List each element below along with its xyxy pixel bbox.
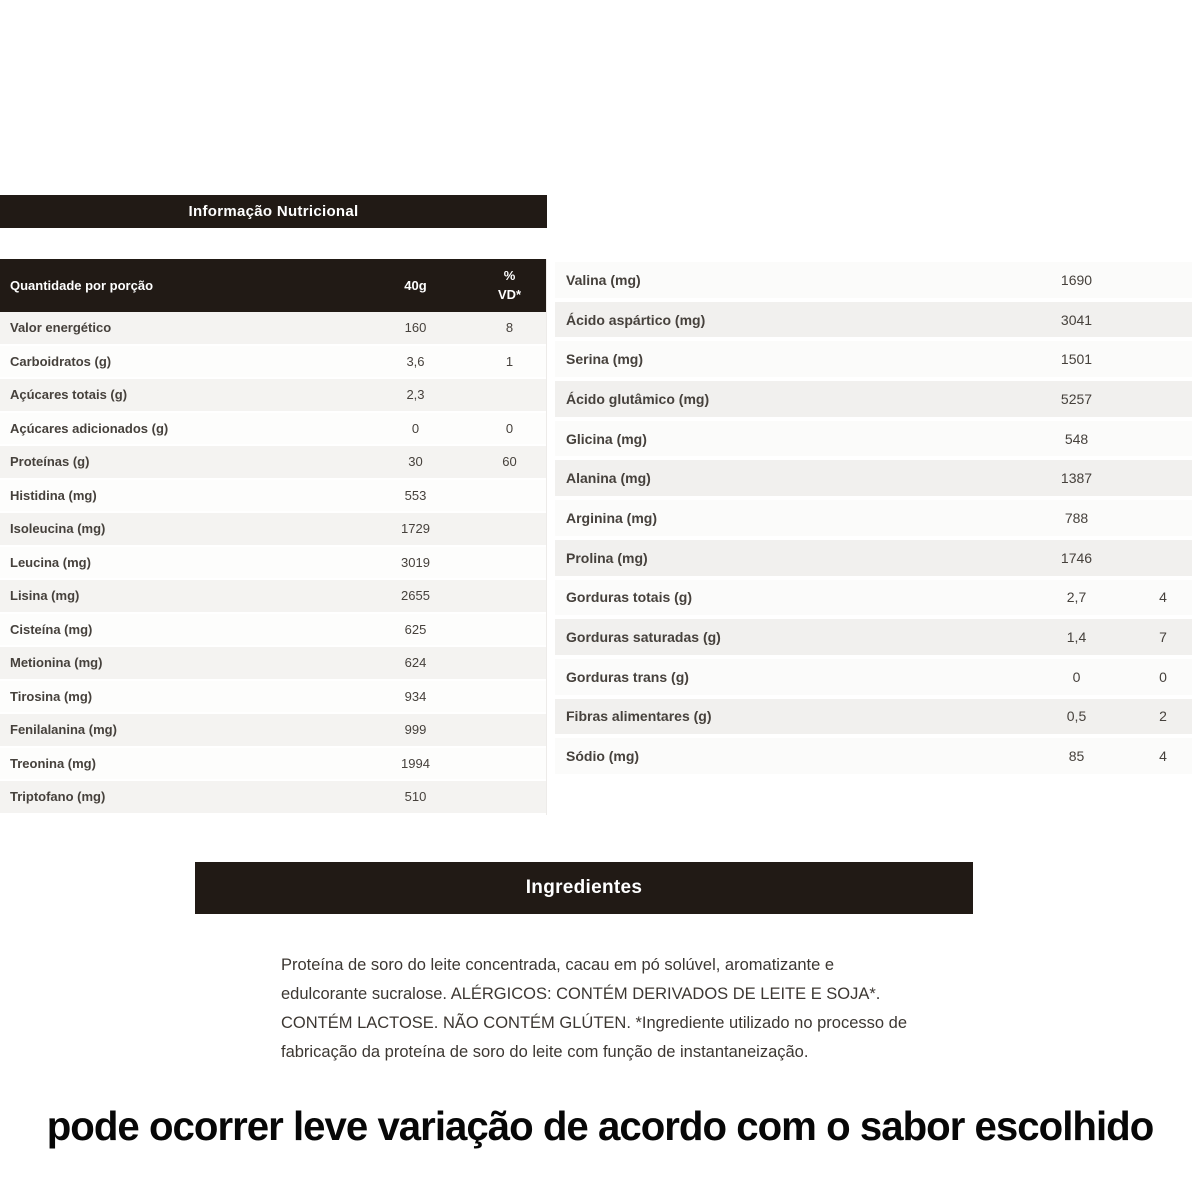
nutrient-amount: 2,7: [1066, 589, 1087, 606]
header-quantity-label: Quantidade por porção: [10, 278, 154, 293]
table-row: [555, 540, 1192, 580]
table-row: [0, 312, 546, 346]
nutrient-amount: 625: [404, 621, 427, 637]
nutrient-daily-value-percent: 7: [1159, 629, 1167, 646]
nutrient-daily-value-percent: 0: [1159, 668, 1167, 685]
nutrient-amount: 0: [411, 420, 420, 436]
nutrient-label: Gorduras saturadas (g): [566, 629, 721, 646]
nutrient-label: Açúcares adicionados (g): [10, 420, 169, 436]
table-row: [0, 748, 546, 782]
table-row: [0, 513, 546, 547]
table-row: [555, 699, 1192, 739]
table-row: [0, 714, 546, 748]
nutrient-amount: 1501: [1060, 351, 1093, 368]
nutrient-label: Carboidratos (g): [10, 353, 112, 369]
nutrient-label: Histidina (mg): [10, 487, 97, 503]
table-row: [0, 413, 546, 447]
nutrient-amount: 0,5: [1066, 708, 1087, 725]
nutrient-label: Isoleucina (mg): [10, 521, 106, 537]
nutrient-amount: 934: [404, 688, 427, 704]
table-row: [0, 614, 546, 648]
nutrient-label: Leucina (mg): [10, 554, 91, 570]
nutrition-table-header: [0, 259, 546, 312]
table-row: [0, 781, 546, 815]
nutrient-label: Triptofano (mg): [10, 789, 106, 805]
nutrient-amount: 1746: [1060, 549, 1093, 566]
nutrient-label: Ácido aspártico (mg): [566, 311, 706, 328]
table-row: [555, 302, 1192, 342]
nutrient-label: Fenilalanina (mg): [10, 722, 117, 738]
table-row: [555, 659, 1192, 699]
table-row: [555, 262, 1192, 302]
nutrient-amount: 1994: [401, 755, 430, 771]
nutrient-label: Glicina (mg): [566, 430, 647, 447]
header-dv-abbreviation: VD*: [497, 286, 522, 302]
nutrient-label: Lisina (mg): [10, 588, 80, 604]
nutrient-amount: 624: [404, 655, 427, 671]
nutrient-label: Prolina (mg): [566, 549, 648, 566]
nutrient-amount: 2655: [401, 588, 430, 604]
nutrient-amount: 1,4: [1066, 629, 1087, 646]
nutrient-amount: 0: [1072, 668, 1081, 685]
nutrition-title: Informação Nutricional: [188, 203, 359, 220]
nutrient-amount: 548: [1064, 430, 1089, 447]
nutrient-amount: 1690: [1060, 271, 1093, 288]
nutrient-label: Gorduras trans (g): [566, 668, 689, 685]
nutrient-amount: 553: [404, 487, 427, 503]
nutrient-amount: 2,3: [406, 387, 425, 403]
nutrition-title-bar: [0, 195, 547, 228]
ingredients-title: Ingredientes: [525, 877, 643, 898]
table-row: [555, 500, 1192, 540]
table-row: [0, 446, 546, 480]
table-row: [0, 681, 546, 715]
table-row: [555, 460, 1192, 500]
nutrient-amount: 3019: [401, 554, 430, 570]
table-row: [555, 738, 1192, 778]
nutrient-amount: 788: [1064, 509, 1089, 526]
nutrition-table-right: [555, 262, 1192, 778]
nutrient-amount: 160: [404, 320, 427, 336]
nutrient-daily-value-percent: 0: [505, 420, 514, 436]
table-row: [0, 580, 546, 614]
nutrient-label: Sódio (mg): [566, 748, 640, 765]
nutrition-table-left: [0, 259, 547, 815]
nutrient-amount: 3,6: [406, 353, 425, 369]
nutrient-label: Tirosina (mg): [10, 688, 93, 704]
nutrient-label: Ácido glutâmico (mg): [566, 390, 710, 407]
nutrient-amount: 3041: [1060, 311, 1093, 328]
table-row: [0, 647, 546, 681]
nutrient-amount: 510: [404, 789, 427, 805]
nutrient-amount: 85: [1068, 748, 1085, 765]
table-row: [555, 580, 1192, 620]
nutrient-label: Proteínas (g): [10, 454, 90, 470]
nutrient-label: Valina (mg): [566, 271, 641, 288]
nutrient-label: Serina (mg): [566, 351, 644, 368]
nutrient-amount: 1729: [401, 521, 430, 537]
nutrient-label: Valor energético: [10, 320, 112, 336]
table-row: [555, 421, 1192, 461]
nutrient-amount: 999: [404, 722, 427, 738]
table-row: [0, 379, 546, 413]
header-daily-value: [473, 267, 546, 305]
nutrient-label: Treonina (mg): [10, 755, 96, 771]
nutrient-amount: 5257: [1060, 390, 1093, 407]
nutrient-daily-value-percent: 4: [1159, 589, 1167, 606]
table-row: [0, 480, 546, 514]
nutrient-daily-value-percent: 60: [502, 454, 517, 470]
nutrient-label: Metionina (mg): [10, 655, 103, 671]
ingredients-paragraph: Proteína de soro do leite concentrada, cacau em pó solúvel, aromatizante e edulcorante sucralose. ALÉRGICOS: CONTÉM DERIVADOS DE LEITE E SOJA*. CONTÉM LACTOSE. NÃO CONTÉM GLÚTEN. *Ingrediente utilizado no processo de fabricação da proteína de soro do leite com função de instantaneização.: [281, 956, 908, 1061]
nutrient-amount: 1387: [1060, 470, 1093, 487]
table-row: [555, 619, 1192, 659]
ingredients-title-bar: [195, 862, 973, 914]
nutrient-label: Gorduras totais (g): [566, 589, 693, 606]
flavor-variation-note: pode ocorrer leve variação de acordo com o sabor escolhido: [46, 1103, 1154, 1149]
nutrient-daily-value-percent: 8: [505, 320, 514, 336]
nutrient-label: Cisteína (mg): [10, 621, 93, 637]
nutrient-daily-value-percent: 4: [1159, 748, 1167, 765]
table-row: [555, 381, 1192, 421]
nutrient-label: Açúcares totais (g): [10, 387, 128, 403]
nutrition-table-right-body: [555, 262, 1192, 778]
nutrient-daily-value-percent: 2: [1159, 708, 1167, 725]
nutrition-table-left-body: [0, 312, 546, 815]
table-row: [0, 346, 546, 380]
nutrient-label: Arginina (mg): [566, 509, 657, 526]
nutrient-amount: 30: [408, 454, 423, 470]
nutrient-daily-value-percent: 1: [505, 353, 514, 369]
nutrient-label: Fibras alimentares (g): [566, 708, 712, 725]
nutrient-label: Alanina (mg): [566, 470, 651, 487]
table-row: [555, 341, 1192, 381]
header-serving-size: 40g: [404, 278, 427, 293]
table-row: [0, 547, 546, 581]
header-dv-percent-sign: %: [503, 267, 516, 283]
